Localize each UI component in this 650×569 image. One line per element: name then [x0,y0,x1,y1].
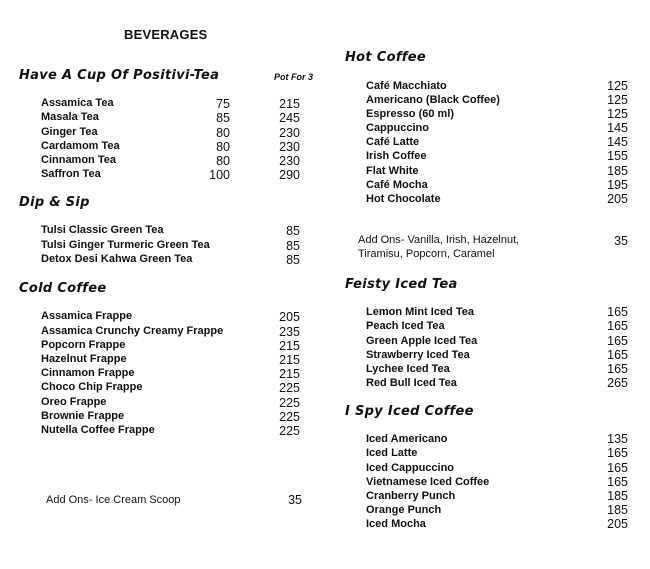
menu-item-name: Ginger Tea [41,126,98,138]
addon-price: 35 [288,493,302,507]
menu-item-name: Iced Cappuccino [366,462,455,474]
menu-item-cup-price: 85 [216,111,230,125]
menu-item-name: Green Apple Iced Tea [366,335,478,347]
menu-item-name: Assamica Crunchy Creamy Frappe [41,325,224,337]
menu-item-price: 225 [279,424,300,438]
menu-item-price: 85 [286,224,300,238]
menu-item-name: Popcorn Frappe [41,339,126,351]
menu-item-price: 235 [279,325,300,339]
menu-item-name: Hot Chocolate [366,193,441,205]
menu-item-cup-price: 100 [209,168,230,182]
menu-item-name: Lemon Mint Iced Tea [366,306,474,318]
menu-item-pot-price: 290 [279,168,300,182]
menu-item-pot-price: 245 [279,111,300,125]
menu-item-price: 265 [607,376,628,390]
menu-item-price: 165 [607,461,628,475]
menu-item-price: 125 [607,107,628,121]
menu-item-name: Café Latte [366,136,420,148]
menu-item-name: Café Macchiato [366,80,447,92]
menu-item-cup-price: 75 [216,97,230,111]
menu-item-name: Iced Mocha [366,518,426,530]
addon-note-line-1: Add Ons- Vanilla, Irish, Hazelnut, [358,234,520,246]
menu-item-price: 225 [279,381,300,395]
menu-item-price: 125 [607,79,628,93]
menu-item-price: 165 [607,446,628,460]
menu-item-price: 225 [279,410,300,424]
section-heading-hot-coffee: Hot Coffee [345,50,426,65]
menu-item-name: Saffron Tea [41,168,101,180]
menu-item-name: Assamica Frappe [41,310,133,322]
menu-item-price: 165 [607,305,628,319]
section-heading-cold-coffee: Cold Coffee [19,281,107,296]
menu-item-name: Cranberry Punch [366,490,456,502]
section-heading-feisty-iced-tea: Feisty Iced Tea [345,277,458,292]
menu-item-name: Americano (Black Coffee) [366,94,500,106]
menu-item-price: 185 [607,503,628,517]
menu-item-name: Vietnamese Iced Coffee [366,476,490,488]
menu-item-name: Nutella Coffee Frappe [41,424,155,436]
menu-item-name: Masala Tea [41,111,99,123]
menu-item-name: Red Bull Iced Tea [366,377,457,389]
menu-item-name: Flat White [366,165,419,177]
menu-item-price: 205 [607,192,628,206]
menu-item-name: Lychee Iced Tea [366,363,450,375]
menu-item-pot-price: 215 [279,97,300,111]
menu-item-name: Tulsi Ginger Turmeric Green Tea [41,239,210,251]
menu-item-name: Choco Chip Frappe [41,381,143,393]
menu-item-price: 145 [607,121,628,135]
menu-item-name: Peach Iced Tea [366,320,445,332]
menu-item-price: 205 [607,517,628,531]
menu-item-price: 185 [607,489,628,503]
menu-item-name: Hazelnut Frappe [41,353,127,365]
menu-item-name: Brownie Frappe [41,410,125,422]
page-title: BEVERAGES [124,27,208,42]
menu-item-price: 145 [607,135,628,149]
menu-item-name: Irish Coffee [366,150,427,162]
menu-item-name: Espresso (60 ml) [366,108,455,120]
menu-item-name: Iced Latte [366,447,418,459]
menu-item-name: Tulsi Classic Green Tea [41,224,164,236]
section-heading-iced-coffee: I Spy Iced Coffee [345,404,474,419]
menu-item-price: 125 [607,93,628,107]
addon-price: 35 [614,234,628,248]
menu-item-name: Cardamom Tea [41,140,120,152]
section-heading-positivi-tea: Have A Cup Of Positivi-Tea [19,68,220,83]
menu-item-name: Orange Punch [366,504,442,516]
menu-item-name: Oreo Frappe [41,396,107,408]
menu-item-price: 215 [279,339,300,353]
menu-item-pot-price: 230 [279,154,300,168]
menu-item-price: 165 [607,362,628,376]
menu-item-price: 165 [607,334,628,348]
addon-note-line-2: Tiramisu, Popcorn, Caramel [358,248,495,260]
menu-item-price: 85 [286,253,300,267]
menu-item-price: 215 [279,353,300,367]
menu-item-price: 85 [286,239,300,253]
menu-item-price: 155 [607,149,628,163]
menu-item-price: 165 [607,348,628,362]
menu-item-cup-price: 80 [216,154,230,168]
menu-item-name: Café Mocha [366,179,428,191]
menu-item-name: Cappuccino [366,122,429,134]
addon-note: Add Ons- Ice Cream Scoop [46,494,181,506]
menu-item-pot-price: 230 [279,140,300,154]
menu-item-name: Cinnamon Tea [41,154,116,166]
menu-item-cup-price: 80 [216,140,230,154]
menu-item-price: 185 [607,164,628,178]
menu-item-pot-price: 230 [279,126,300,140]
pot-for-3-label: Pot For 3 [274,72,314,82]
menu-item-name: Cinnamon Frappe [41,367,135,379]
menu-item-cup-price: 80 [216,126,230,140]
menu-item-price: 195 [607,178,628,192]
menu-item-price: 135 [607,432,628,446]
menu-item-name: Assamica Tea [41,97,114,109]
menu-item-price: 225 [279,396,300,410]
menu-item-name: Detox Desi Kahwa Green Tea [41,253,193,265]
menu-item-price: 215 [279,367,300,381]
menu-item-price: 165 [607,475,628,489]
menu-item-name: Strawberry Iced Tea [366,349,470,361]
section-heading-dip-sip: Dip & Sip [19,195,90,210]
menu-item-price: 165 [607,319,628,333]
menu-item-price: 205 [279,310,300,324]
menu-item-name: Iced Americano [366,433,448,445]
